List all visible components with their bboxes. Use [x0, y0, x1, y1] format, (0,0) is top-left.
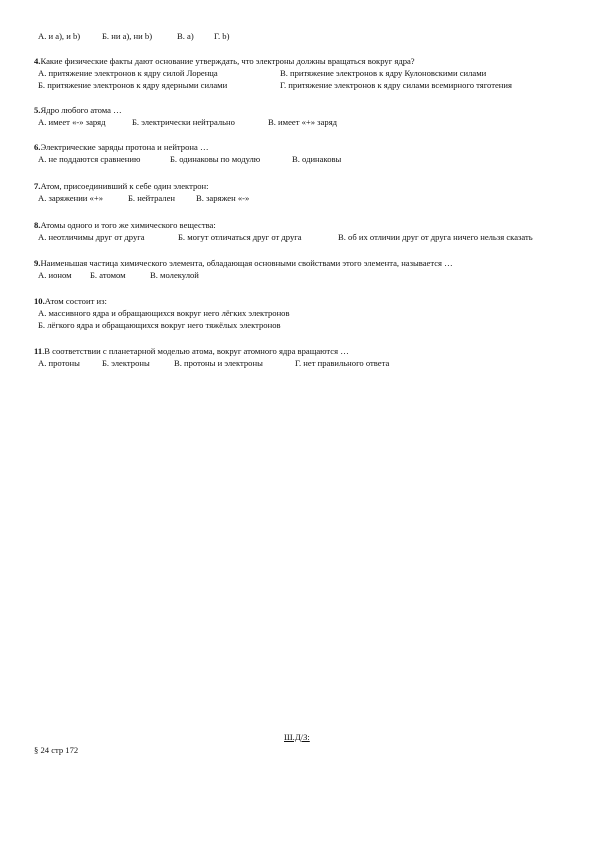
question-8-number: 8.	[34, 220, 41, 230]
question-9-text: Наименьшая частица химического элемента, обладающая основными свойствами этого элемента, называется …	[40, 258, 453, 268]
q3-option-g: Г. b)	[214, 31, 230, 41]
q3-option-v: В. а)	[177, 31, 194, 41]
question-6-number: 6.	[34, 142, 41, 152]
q5-option-b: Б. электрически нейтрально	[132, 117, 235, 127]
q8-option-a: А. неотличимы друг от друга	[38, 232, 145, 242]
question-5-number: 5.	[34, 105, 41, 115]
question-9	[34, 257, 453, 269]
question-7	[34, 180, 209, 192]
q11-option-g: Г. нет правильного ответа	[295, 358, 390, 368]
q9-option-a: А. ионом	[38, 270, 72, 280]
question-4-number: 4.	[34, 56, 41, 66]
question-7-number: 7.	[34, 181, 41, 191]
q8-option-b: Б. могут отличаться друг от друга	[178, 232, 302, 242]
q7-option-b: Б. нейтрален	[128, 193, 175, 203]
question-11-text: .В соответствии с планетарной моделью атома, вокруг атомного ядра вращаются …	[42, 346, 349, 356]
q4-option-g: Г. притяжение электронов к ядру силами всемирного тяготения	[280, 80, 512, 90]
homework-reference: § 24 стр 172	[34, 745, 79, 755]
question-10	[34, 295, 107, 307]
question-4	[34, 55, 415, 67]
question-11	[34, 345, 349, 357]
q7-option-a: А. заряжении «+»	[38, 193, 103, 203]
question-9-number: 9.	[34, 258, 41, 268]
q6-option-v: В. одинаковы	[292, 154, 342, 164]
question-8	[34, 219, 216, 231]
question-4-text: Какие физические факты дают основание утверждать, что электроны должны вращаться вокруг ядра?	[40, 56, 415, 66]
q7-option-v: В. заряжен «-»	[196, 193, 250, 203]
q9-option-v: В. молекулой	[150, 270, 199, 280]
q4-option-b: Б. притяжение электронов к ядру ядерными силами	[38, 80, 228, 90]
question-10-number: 10.	[34, 296, 45, 306]
q10-option-a: А. массивного ядра и обращающихся вокруг него лёгких электронов	[38, 308, 290, 318]
homework-title: Ш.Д/З:	[284, 732, 310, 742]
q3-option-a: А. и а), и b)	[38, 31, 81, 41]
question-6	[34, 141, 209, 153]
q5-option-a: А. имеет «-» заряд	[38, 117, 106, 127]
q11-option-b: Б. электроны	[102, 358, 150, 368]
question-6-text: Электрические заряды протона и нейтрона …	[40, 142, 209, 152]
question-5-text: Ядро любого атома …	[40, 105, 122, 115]
q3-option-b: Б. ни а), ни b)	[102, 31, 153, 41]
q11-option-a: А. протоны	[38, 358, 80, 368]
question-11-number: 11	[34, 346, 43, 356]
q4-option-v: В. притяжение электронов к ядру Кулоновскими силами	[280, 68, 487, 78]
q8-option-v: В. об их отличии друг от друга ничего нельзя сказать	[338, 232, 533, 242]
q10-option-b: Б. лёгкого ядра и обращающихся вокруг него тяжёлых электронов	[38, 320, 281, 330]
question-5	[34, 104, 122, 116]
q6-option-a: А. не поддаются сравнению	[38, 154, 141, 164]
q6-option-b: Б. одинаковы по модулю	[170, 154, 261, 164]
q9-option-b: Б. атомом	[90, 270, 126, 280]
question-7-text: Атом, присоединивший к себе один электрон:	[40, 181, 209, 191]
question-10-text: Атом состоит из:	[44, 296, 107, 306]
q4-option-a: А. притяжение электронов к ядру силой Лоренца	[38, 68, 218, 78]
q11-option-v: В. протоны и электроны	[174, 358, 263, 368]
question-8-text: Атомы одного и того же химического вещества:	[40, 220, 216, 230]
q5-option-v: В. имеет «+» заряд	[268, 117, 338, 127]
